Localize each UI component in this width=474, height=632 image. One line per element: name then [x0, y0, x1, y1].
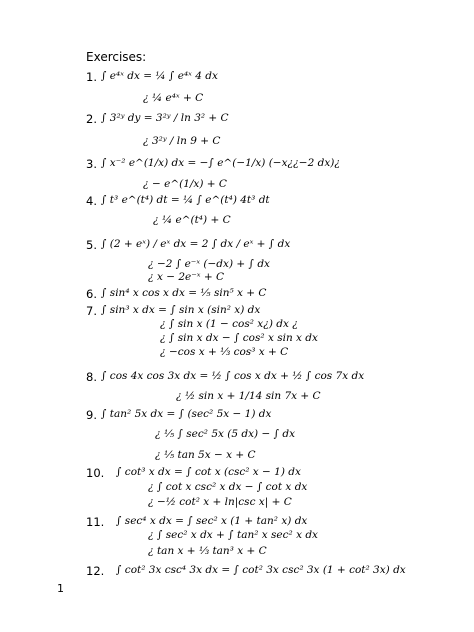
- exercise-11-number: 11.: [86, 515, 105, 529]
- exercise-9-line-1: ∫ tan² 5x dx = ∫ (sec² 5x − 1) dx: [101, 408, 272, 420]
- exercise-2-line-2: ¿ 3²ʸ / ln 9 + C: [143, 135, 221, 147]
- exercise-8-line-1: ∫ cos 4x cos 3x dx = ½ ∫ cos x dx + ½ ∫ cos 7x dx: [101, 370, 365, 382]
- exercise-6-number: 6.: [86, 287, 97, 301]
- exercise-10-number: 10.: [86, 466, 105, 480]
- exercise-5-number: 5.: [86, 238, 97, 252]
- exercise-10-line-3: ¿ −½ cot² x + ln|csc x| + C: [148, 496, 292, 508]
- exercise-9-number: 9.: [86, 408, 97, 422]
- exercise-2-number: 2.: [86, 112, 97, 126]
- exercise-7-line-2: ¿ ∫ sin x (1 − cos² x¿) dx ¿: [160, 318, 298, 330]
- exercise-8-line-2: ¿ ½ sin x + 1/14 sin 7x + C: [176, 390, 321, 402]
- exercises-heading: Exercises:: [86, 50, 147, 64]
- exercise-8-number: 8.: [86, 370, 97, 384]
- exercise-10-line-2: ¿ ∫ cot x csc² x dx − ∫ cot x dx: [148, 481, 308, 493]
- exercise-5-line-2: ¿ −2 ∫ e⁻ˣ (−dx) + ∫ dx: [148, 258, 270, 270]
- page-number: 1: [57, 582, 64, 595]
- exercise-7-line-3: ¿ ∫ sin x dx − ∫ cos² x sin x dx: [160, 332, 318, 344]
- exercise-4-line-2: ¿ ¼ e^(t⁴) + C: [153, 214, 231, 226]
- exercise-12-line-1: ∫ cot² 3x csc⁴ 3x dx = ∫ cot² 3x csc² 3x (1 + cot² 3x) dx: [116, 564, 406, 576]
- exercise-6-line-1: ∫ sin⁴ x cos x dx = ⅕ sin⁵ x + C: [101, 287, 267, 299]
- exercise-2-line-1: ∫ 3²ʸ dy = 3²ʸ / ln 3² + C: [101, 112, 229, 124]
- exercise-7-line-4: ¿ −cos x + ⅓ cos³ x + C: [160, 346, 289, 358]
- exercise-12-number: 12.: [86, 564, 105, 578]
- exercise-11-line-2: ¿ ∫ sec² x dx + ∫ tan² x sec² x dx: [148, 529, 318, 541]
- exercise-1-line-1: ∫ e⁴ˣ dx = ¼ ∫ e⁴ˣ 4 dx: [101, 70, 218, 82]
- exercise-5-line-3: ¿ x − 2e⁻ˣ + C: [148, 271, 225, 283]
- exercise-4-number: 4.: [86, 194, 97, 208]
- exercise-11-line-1: ∫ sec⁴ x dx = ∫ sec² x (1 + tan² x) dx: [116, 515, 308, 527]
- exercise-3-number: 3.: [86, 157, 97, 171]
- exercise-1-number: 1.: [86, 70, 97, 84]
- exercise-5-line-1: ∫ (2 + eˣ) / eˣ dx = 2 ∫ dx / eˣ + ∫ dx: [101, 238, 291, 250]
- exercise-3-line-1: ∫ x⁻² e^(1/x) dx = −∫ e^(−1/x) (−x¿¿−2 dx)¿: [101, 157, 340, 169]
- exercise-3-line-2: ¿ − e^(1/x) + C: [143, 178, 227, 190]
- exercise-7-number: 7.: [86, 304, 97, 318]
- exercise-11-line-3: ¿ tan x + ⅓ tan³ x + C: [148, 545, 267, 557]
- exercise-7-line-1: ∫ sin³ x dx = ∫ sin x (sin² x) dx: [101, 304, 261, 316]
- exercise-9-line-2: ¿ ⅕ ∫ sec² 5x (5 dx) − ∫ dx: [155, 428, 296, 440]
- exercise-9-line-3: ¿ ⅕ tan 5x − x + C: [155, 449, 256, 461]
- exercise-10-line-1: ∫ cot³ x dx = ∫ cot x (csc² x − 1) dx: [116, 466, 301, 478]
- exercise-4-line-1: ∫ t³ e^(t⁴) dt = ¼ ∫ e^(t⁴) 4t³ dt: [101, 194, 270, 206]
- exercise-1-line-2: ¿ ¼ e⁴ˣ + C: [143, 92, 204, 104]
